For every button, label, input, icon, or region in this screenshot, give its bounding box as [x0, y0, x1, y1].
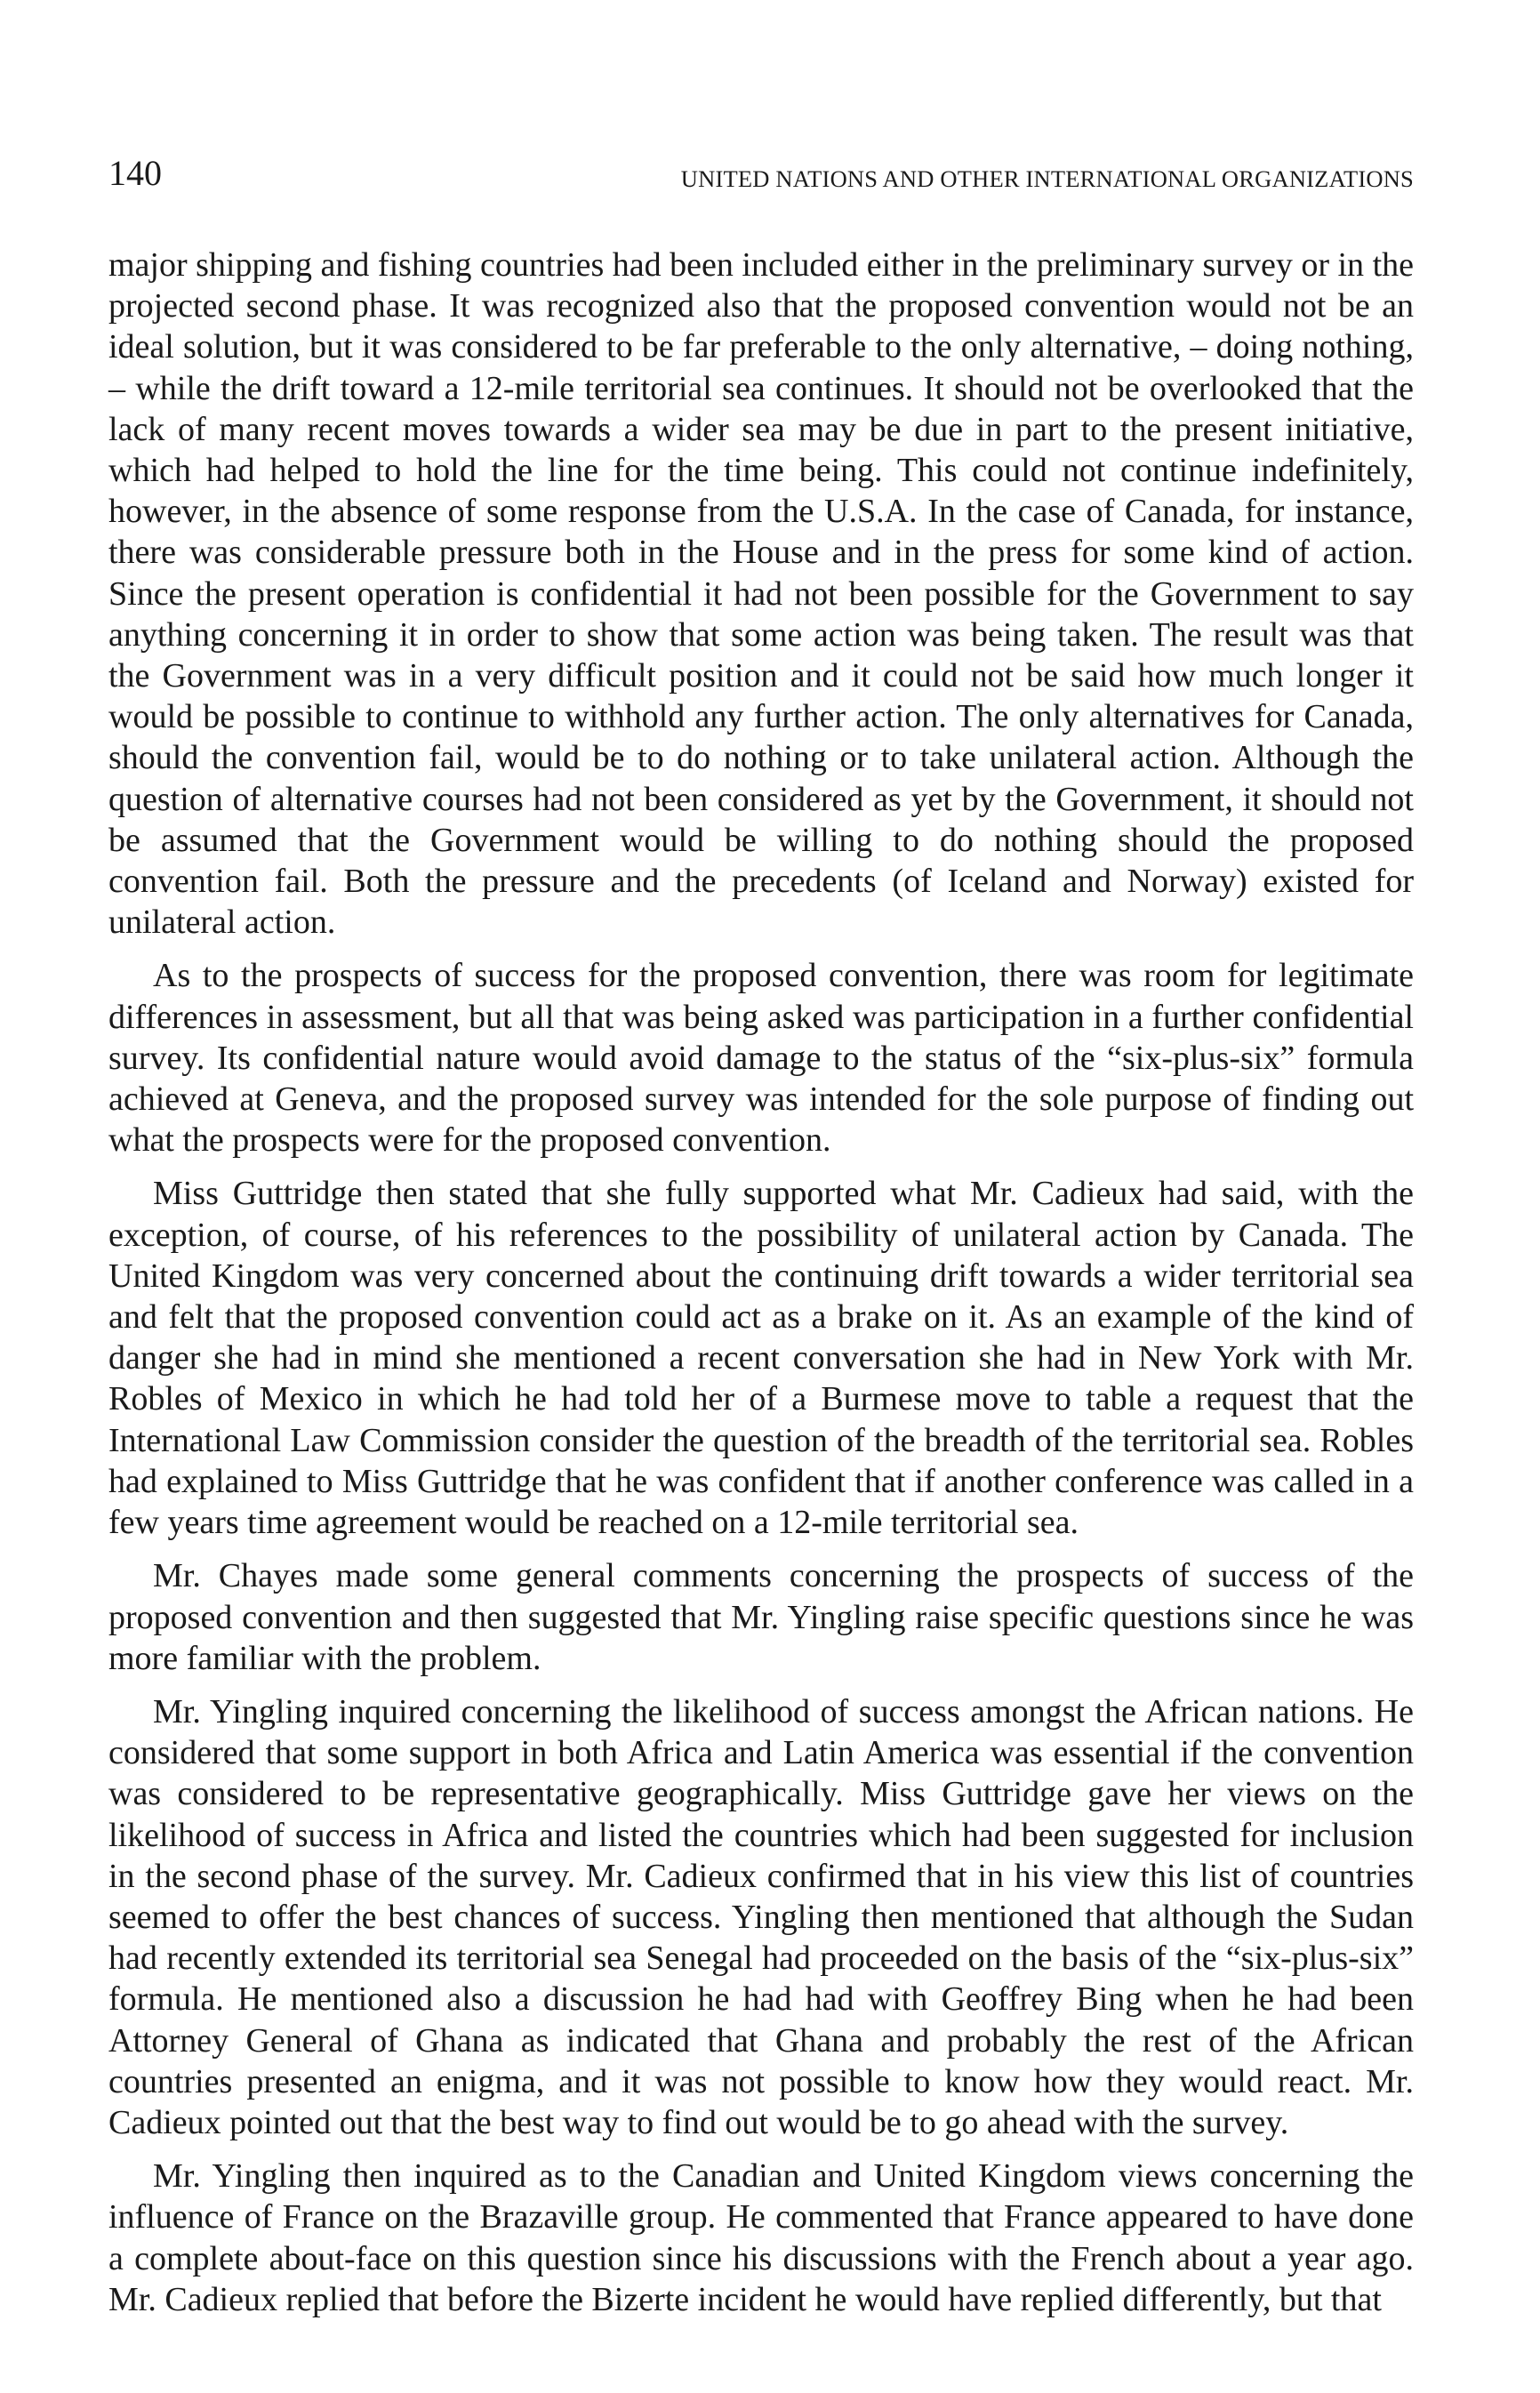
- paragraph-mr-yingling-africa: Mr. Yingling inquired concerning the likelihood of success amongst the African nations. He considered that some support in both Africa and Latin America was essential if the convention was considered to be representative geographically. Miss Guttridge gave her views on the likelihood of success in Africa and listed the countries which had been suggested for inclusion in the second phase of the survey. Mr. Cadieux confirmed that in his view this list of countries seemed to offer the best chances of success. Yingling then mentioned that although the Sudan had recently extended its territorial sea Senegal had proceeded on the basis of the “six-plus-six” formula. He mentioned also a discussion he had had with Geoffrey Bing when he had been Attorney General of Ghana as indicated that Ghana and probably the rest of the African countries presented an enigma, and it was not possible to know how they would react. Mr. Cadieux pointed out that the best way to find out would be to go ahead with the survey.: [108, 1692, 1414, 2141]
- paragraph-mr-yingling-france: Mr. Yingling then inquired as to the Canadian and United Kingdom views concerning the influence of France on the Brazaville group. He commented that France appeared to have done a complete about-face on this question since his discussions with the French about a year ago. Mr. Cadieux replied that before the Bizerte incident he would have replied differently, but that: [108, 2157, 1414, 2318]
- paragraph-prospects-of-success: As to the prospects of success for the proposed convention, there was room for legitimate differences in assessment, but all that was being asked was participation in a further confidential survey. Its confidential nature would avoid damage to the status of the “six-plus-six” formula achieved at Geneva, and the proposed survey was intended for the sole purpose of finding out what the prospects were for the proposed convention.: [108, 957, 1414, 1160]
- running-title: UNITED NATIONS AND OTHER INTERNATIONAL ORGANIZATIONS: [680, 165, 1414, 192]
- running-header: [108, 147, 1414, 200]
- paragraph-mr-chayes: Mr. Chayes made some general comments concerning the prospects of success of the proposed convention and then suggested that Mr. Yingling raise specific questions since he was more familiar with the problem.: [108, 1557, 1414, 1677]
- page-number: 140: [108, 153, 162, 193]
- body-text: [108, 245, 1414, 2333]
- paragraph-continuation: major shipping and fishing countries had been included either in the preliminary survey or in the projected second phase. It was recognized also that the proposed convention would not be an ideal solution, but it was considered to be far preferable to the only alternative, – doing nothing, – while the drift toward a 12-mile territorial sea continues. It should not be overlooked that the lack of many recent moves towards a wider sea may be due in part to the present initiative, which had helped to hold the line for the time being. This could not continue indefinitely, however, in the absence of some response from the U.S.A. In the case of Canada, for instance, there was considerable pressure both in the House and in the press for some kind of action. Since the present operation is confidential it had not been possible for the Government to say anything concerning it in order to show that some action was being taken. The result was that the Government was in a very difficult position and it could not be said how much longer it would be possible to continue to withhold any further action. The only alternatives for Canada, should the convention fail, would be to do nothing or to take unilateral action. Although the question of alternative courses had not been considered as yet by the Government, it should not be assumed that the Government would be willing to do nothing should the proposed convention fail. Both the pressure and the precedents (of Iceland and Norway) existed for unilateral action.: [108, 246, 1414, 942]
- paragraph-miss-guttridge: Miss Guttridge then stated that she fully supported what Mr. Cadieux had said, with the exception, of course, of his references to the possibility of unilateral action by Canada. The United Kingdom was very concerned about the continuing drift towards a wider territorial sea and felt that the proposed convention could act as a brake on it. As an example of the kind of danger she had in mind she mentioned a recent conversation she had in New York with Mr. Robles of Mexico in which he had told her of a Burmese move to table a request that the International Law Commission consider the question of the breadth of the territorial sea. Robles had explained to Miss Guttridge that he was confident that if another conference was called in a few years time agreement would be reached on a 12-mile territorial sea.: [108, 1175, 1414, 1542]
